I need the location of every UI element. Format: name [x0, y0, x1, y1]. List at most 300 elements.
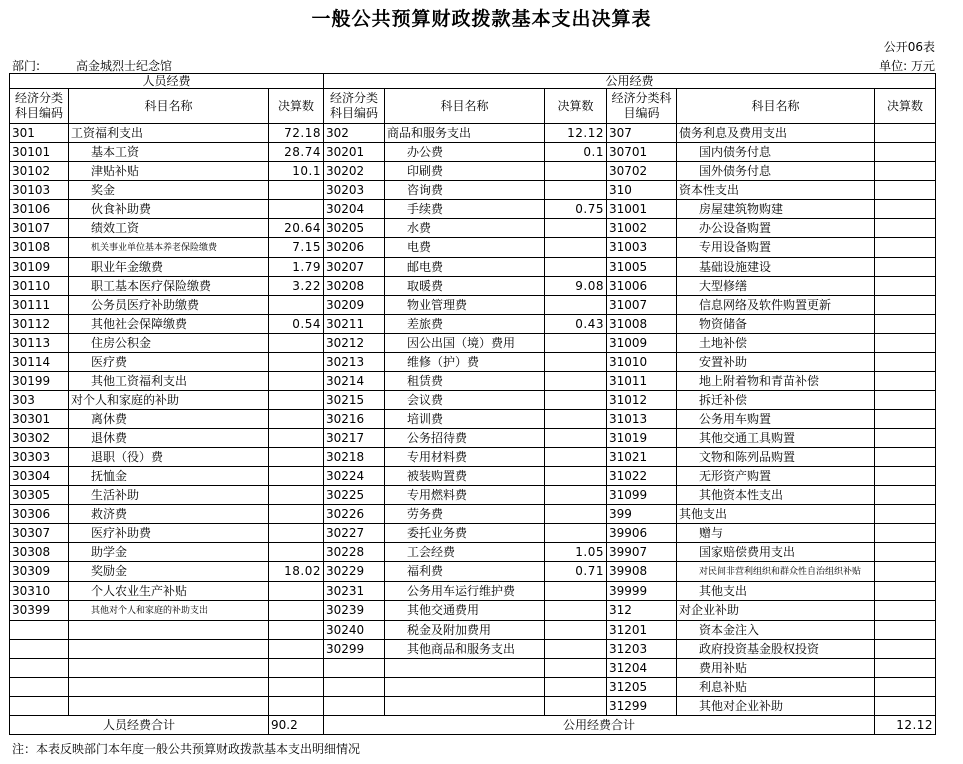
g-amount-cell	[545, 296, 607, 315]
o-code-cell: 31007	[607, 296, 677, 315]
p-amount-cell: 18.02	[269, 562, 324, 582]
o-amount-cell	[875, 505, 936, 524]
p-name-text: 生活补助	[91, 487, 140, 502]
o-name-cell	[677, 505, 875, 524]
g-amount-cell	[545, 486, 607, 505]
o-name-cell	[677, 621, 875, 640]
p-code-cell: 30310	[10, 582, 69, 601]
o-code-cell: 31009	[607, 334, 677, 353]
o-code-cell: 31001	[607, 200, 677, 219]
p-amount-cell	[269, 678, 324, 697]
p-amount-cell	[269, 296, 324, 315]
g-name-cell	[385, 277, 545, 296]
p-name-text: 公务员医疗补助缴费	[91, 297, 200, 312]
g-code-cell: 30229	[324, 562, 385, 582]
o-amount-cell	[875, 678, 936, 697]
p-name-text: 伙食补助费	[91, 201, 152, 216]
p-code-cell: 30102	[10, 162, 69, 181]
g-amount-cell: 0.71	[545, 562, 607, 582]
table-row	[10, 391, 936, 410]
p-name-cell	[69, 200, 269, 219]
table-row	[10, 410, 936, 429]
g-name-cell	[385, 467, 545, 486]
table-row	[10, 562, 936, 582]
g-name-cell	[385, 448, 545, 467]
g-amount-cell	[545, 640, 607, 659]
p-amount-cell	[269, 621, 324, 640]
g-amount-cell: 12.12	[545, 124, 607, 143]
table-row	[10, 181, 936, 200]
g-name-cell	[385, 543, 545, 562]
table-row	[10, 659, 936, 678]
g-name-text: 税金及附加费用	[407, 622, 492, 637]
personnel-total-value: 90.2	[269, 716, 324, 735]
o-name-cell	[677, 448, 875, 467]
p-amount-cell: 7.15	[269, 238, 324, 258]
p-name-cell	[69, 505, 269, 524]
p-amount-cell	[269, 410, 324, 429]
g-name-text: 专用燃料费	[407, 487, 468, 502]
g-amount-cell	[545, 334, 607, 353]
o-amount-cell	[875, 582, 936, 601]
p-name-cell	[69, 524, 269, 543]
o-name-cell	[677, 582, 875, 601]
table-row	[10, 524, 936, 543]
p-name-text: 个人农业生产补贴	[91, 583, 188, 598]
g-name-cell	[385, 372, 545, 391]
p-name-cell	[69, 486, 269, 505]
o-name-cell	[677, 562, 875, 582]
p-code-cell: 30308	[10, 543, 69, 562]
p-name-text: 其他工资福利支出	[91, 373, 188, 388]
g-code-cell: 30209	[324, 296, 385, 315]
g-name-cell	[385, 181, 545, 200]
o-code-cell: 31021	[607, 448, 677, 467]
o-name-text: 专用设备购置	[699, 240, 772, 254]
p-code-cell: 30305	[10, 486, 69, 505]
table-row	[10, 143, 936, 162]
header-amount: 决算数	[269, 89, 324, 124]
g-name-text: 福利费	[407, 564, 444, 578]
g-amount-cell	[545, 391, 607, 410]
group-header-row	[10, 74, 936, 89]
o-name-cell	[677, 391, 875, 410]
g-name-text: 水费	[407, 220, 432, 235]
p-name-text: 医疗补助费	[91, 525, 152, 540]
o-name-text: 赠与	[699, 525, 724, 540]
g-name-cell	[385, 678, 545, 697]
o-code-cell: 31099	[607, 486, 677, 505]
o-name-cell	[677, 410, 875, 429]
o-name-cell	[677, 372, 875, 391]
g-name-text: 培训费	[407, 411, 444, 426]
o-code-cell: 31003	[607, 238, 677, 258]
p-name-text: 职工基本医疗保险缴费	[91, 278, 212, 293]
p-name-cell	[69, 143, 269, 162]
p-name-text: 抚恤金	[91, 468, 128, 483]
g-name-cell	[385, 429, 545, 448]
o-amount-cell	[875, 296, 936, 315]
g-name-text: 咨询费	[407, 182, 444, 197]
report-title: 一般公共预算财政拨款基本支出决算表	[311, 8, 652, 30]
g-code-cell: 302	[324, 124, 385, 143]
p-name-cell	[69, 219, 269, 238]
p-name-cell	[69, 353, 269, 372]
o-name-text: 其他支出	[699, 583, 748, 598]
o-name-cell	[677, 524, 875, 543]
g-name-cell	[385, 258, 545, 277]
o-name-cell	[677, 678, 875, 697]
o-name-text: 债务利息及费用支出	[679, 125, 788, 140]
p-name-cell	[69, 124, 269, 143]
table-row	[10, 505, 936, 524]
table-row	[10, 296, 936, 315]
g-name-text: 工会经费	[407, 544, 456, 559]
footnote: 注：本表反映部门本年度一般公共预算财政拨款基本支出明细情况	[12, 742, 361, 756]
table-row	[10, 467, 936, 486]
p-name-cell	[69, 315, 269, 334]
p-name-cell	[69, 334, 269, 353]
o-amount-cell	[875, 315, 936, 334]
p-code-cell	[10, 697, 69, 716]
p-name-cell	[69, 429, 269, 448]
p-code-cell: 30106	[10, 200, 69, 219]
header-code: 经济分类科目编码	[10, 89, 69, 124]
p-name-cell	[69, 162, 269, 181]
p-code-cell: 30303	[10, 448, 69, 467]
p-name-cell	[69, 582, 269, 601]
o-code-cell: 39907	[607, 543, 677, 562]
o-code-cell: 31008	[607, 315, 677, 334]
g-name-text: 公务用车运行维护费	[407, 583, 516, 598]
g-amount-cell	[545, 429, 607, 448]
o-name-text: 大型修缮	[699, 278, 748, 293]
p-amount-cell	[269, 372, 324, 391]
p-amount-cell: 28.74	[269, 143, 324, 162]
g-name-text: 电费	[407, 240, 432, 254]
table-row	[10, 448, 936, 467]
expenditure-table	[9, 73, 936, 735]
p-code-cell: 30101	[10, 143, 69, 162]
p-name-text: 职业年金缴费	[91, 259, 164, 274]
o-name-cell	[677, 429, 875, 448]
o-name-cell	[677, 200, 875, 219]
g-amount-cell: 9.08	[545, 277, 607, 296]
g-name-text: 邮电费	[407, 259, 444, 274]
p-name-cell	[69, 296, 269, 315]
g-name-text: 商品和服务支出	[387, 125, 472, 140]
p-amount-cell: 1.79	[269, 258, 324, 277]
o-amount-cell	[875, 486, 936, 505]
p-code-cell	[10, 640, 69, 659]
o-code-cell: 31011	[607, 372, 677, 391]
o-name-cell	[677, 296, 875, 315]
g-code-cell: 30225	[324, 486, 385, 505]
unit-label: 单位: 万元	[879, 59, 935, 73]
g-code-cell: 30299	[324, 640, 385, 659]
g-code-cell: 30212	[324, 334, 385, 353]
o-name-cell	[677, 353, 875, 372]
o-code-cell: 39908	[607, 562, 677, 582]
g-amount-cell	[545, 162, 607, 181]
p-code-cell: 30199	[10, 372, 69, 391]
p-name-text: 医疗费	[91, 354, 128, 369]
o-name-text: 政府投资基金股权投资	[699, 641, 820, 656]
o-name-cell	[677, 543, 875, 562]
p-name-cell	[69, 601, 269, 621]
g-name-text: 因公出国（境）费用	[407, 335, 516, 350]
header-name: 科目名称	[69, 89, 269, 124]
table-row	[10, 601, 936, 621]
o-name-text: 资本性支出	[679, 182, 740, 197]
o-name-cell	[677, 659, 875, 678]
g-name-cell	[385, 621, 545, 640]
o-name-text: 国内债务付息	[699, 144, 772, 159]
o-name-text: 办公设备购置	[699, 220, 772, 235]
o-name-text: 对企业补助	[679, 603, 740, 617]
o-code-cell: 39999	[607, 582, 677, 601]
o-amount-cell	[875, 562, 936, 582]
p-code-cell: 30309	[10, 562, 69, 582]
p-name-text: 离休费	[91, 411, 128, 426]
p-name-cell	[69, 181, 269, 200]
g-code-cell: 30224	[324, 467, 385, 486]
header-code: 经济分类科目编码	[607, 89, 677, 124]
g-code-cell: 30240	[324, 621, 385, 640]
o-code-cell: 31005	[607, 258, 677, 277]
p-name-text: 其他社会保障缴费	[91, 316, 188, 331]
p-name-cell	[69, 258, 269, 277]
o-code-cell: 31006	[607, 277, 677, 296]
o-amount-cell	[875, 238, 936, 258]
p-code-cell: 30109	[10, 258, 69, 277]
personnel-total-label: 人员经费合计	[10, 716, 269, 735]
table-row	[10, 697, 936, 716]
g-amount-cell	[545, 697, 607, 716]
p-amount-cell: 20.64	[269, 219, 324, 238]
table-row	[10, 582, 936, 601]
o-code-cell: 31204	[607, 659, 677, 678]
o-amount-cell	[875, 448, 936, 467]
g-amount-cell: 0.43	[545, 315, 607, 334]
p-name-text: 津贴补贴	[91, 163, 140, 178]
o-code-cell: 31013	[607, 410, 677, 429]
o-code-cell: 31205	[607, 678, 677, 697]
column-header-row	[10, 89, 936, 124]
o-amount-cell	[875, 524, 936, 543]
p-name-text: 机关事业单位基本养老保险缴费	[91, 243, 218, 253]
p-name-text: 奖励金	[91, 564, 128, 578]
g-amount-cell	[545, 467, 607, 486]
g-name-cell	[385, 296, 545, 315]
o-amount-cell	[875, 200, 936, 219]
o-name-text: 其他交通工具购置	[699, 430, 796, 445]
header-amount: 决算数	[875, 89, 936, 124]
o-code-cell: 39906	[607, 524, 677, 543]
p-name-cell	[69, 448, 269, 467]
g-code-cell: 30206	[324, 238, 385, 258]
table-row	[10, 219, 936, 238]
group-personnel: 人员经费	[10, 74, 324, 89]
g-name-text: 取暖费	[407, 278, 444, 293]
o-name-text: 拆迁补偿	[699, 392, 748, 407]
o-code-cell: 31203	[607, 640, 677, 659]
g-code-cell	[324, 678, 385, 697]
o-amount-cell	[875, 143, 936, 162]
o-amount-cell	[875, 429, 936, 448]
g-code-cell: 30213	[324, 353, 385, 372]
g-name-text: 印刷费	[407, 163, 444, 178]
g-name-text: 租赁费	[407, 373, 444, 388]
g-name-cell	[385, 124, 545, 143]
g-amount-cell	[545, 621, 607, 640]
table-row	[10, 238, 936, 258]
p-amount-cell	[269, 467, 324, 486]
p-name-text: 住房公积金	[91, 335, 152, 350]
o-code-cell: 310	[607, 181, 677, 200]
p-code-cell: 30399	[10, 601, 69, 621]
o-amount-cell	[875, 659, 936, 678]
p-amount-cell	[269, 601, 324, 621]
g-name-cell	[385, 391, 545, 410]
p-amount-cell: 10.1	[269, 162, 324, 181]
g-name-cell	[385, 640, 545, 659]
p-amount-cell	[269, 334, 324, 353]
g-name-cell	[385, 659, 545, 678]
g-name-cell	[385, 162, 545, 181]
p-name-cell	[69, 543, 269, 562]
o-name-cell	[677, 486, 875, 505]
p-name-cell	[69, 659, 269, 678]
o-code-cell: 307	[607, 124, 677, 143]
p-amount-cell	[269, 200, 324, 219]
o-name-text: 文物和陈列品购置	[699, 449, 796, 464]
g-amount-cell	[545, 659, 607, 678]
g-amount-cell	[545, 524, 607, 543]
p-amount-cell	[269, 429, 324, 448]
o-name-text: 物资储备	[699, 316, 748, 331]
p-amount-cell	[269, 505, 324, 524]
o-name-text: 土地补偿	[699, 335, 748, 350]
g-name-text: 其他交通费用	[407, 603, 480, 617]
o-amount-cell	[875, 181, 936, 200]
g-code-cell	[324, 659, 385, 678]
o-code-cell: 31201	[607, 621, 677, 640]
g-name-cell	[385, 582, 545, 601]
o-name-text: 公务用车购置	[699, 411, 772, 426]
p-code-cell: 30306	[10, 505, 69, 524]
table-row	[10, 543, 936, 562]
p-name-cell	[69, 640, 269, 659]
p-amount-cell	[269, 524, 324, 543]
o-name-cell	[677, 467, 875, 486]
p-name-text: 奖金	[91, 182, 116, 197]
o-name-text: 其他资本性支出	[699, 487, 784, 502]
g-name-text: 差旅费	[407, 316, 444, 331]
g-name-cell	[385, 353, 545, 372]
table-row	[10, 124, 936, 143]
o-name-text: 国外债务付息	[699, 163, 772, 178]
p-name-cell	[69, 697, 269, 716]
o-name-cell	[677, 258, 875, 277]
g-name-cell	[385, 524, 545, 543]
o-name-text: 无形资产购置	[699, 468, 772, 483]
public-total-value: 12.12	[875, 716, 936, 735]
department-label: 部门:	[12, 59, 41, 73]
o-name-text: 信息网络及软件购置更新	[699, 297, 832, 312]
g-code-cell: 30226	[324, 505, 385, 524]
table-row	[10, 429, 936, 448]
p-name-text: 退职（役）费	[91, 449, 164, 464]
o-name-text: 国家赔偿费用支出	[699, 544, 796, 559]
o-amount-cell	[875, 353, 936, 372]
p-name-cell	[69, 678, 269, 697]
p-amount-cell	[269, 543, 324, 562]
p-code-cell: 30302	[10, 429, 69, 448]
g-name-cell	[385, 486, 545, 505]
table-row	[10, 162, 936, 181]
g-code-cell: 30218	[324, 448, 385, 467]
g-amount-cell: 0.75	[545, 200, 607, 219]
o-code-cell: 30701	[607, 143, 677, 162]
o-name-cell	[677, 277, 875, 296]
p-name-text: 其他对个人和家庭的补助支出	[91, 606, 209, 616]
public-total-label: 公用经费合计	[324, 716, 875, 735]
g-code-cell: 30207	[324, 258, 385, 277]
g-name-cell	[385, 200, 545, 219]
p-code-cell	[10, 659, 69, 678]
header-amount: 决算数	[545, 89, 607, 124]
table-row	[10, 372, 936, 391]
p-name-text: 救济费	[91, 506, 128, 521]
p-name-cell	[69, 277, 269, 296]
o-code-cell: 31299	[607, 697, 677, 716]
o-amount-cell	[875, 697, 936, 716]
g-code-cell: 30201	[324, 143, 385, 162]
g-code-cell: 30227	[324, 524, 385, 543]
g-name-cell	[385, 334, 545, 353]
g-code-cell: 30202	[324, 162, 385, 181]
o-amount-cell	[875, 621, 936, 640]
g-code-cell: 30208	[324, 277, 385, 296]
totals-row	[10, 716, 936, 735]
p-name-text: 绩效工资	[91, 220, 140, 235]
p-code-cell: 30113	[10, 334, 69, 353]
g-name-text: 委托业务费	[407, 525, 468, 540]
p-name-cell	[69, 467, 269, 486]
o-name-cell	[677, 181, 875, 200]
o-code-cell: 312	[607, 601, 677, 621]
header-name: 科目名称	[677, 89, 875, 124]
header-name: 科目名称	[385, 89, 545, 124]
g-name-cell	[385, 410, 545, 429]
p-name-text: 助学金	[91, 544, 128, 559]
table-row	[10, 315, 936, 334]
table-row	[10, 334, 936, 353]
g-code-cell: 30231	[324, 582, 385, 601]
g-amount-cell	[545, 372, 607, 391]
g-name-cell	[385, 562, 545, 582]
o-code-cell: 31012	[607, 391, 677, 410]
o-name-cell	[677, 640, 875, 659]
o-name-text: 费用补贴	[699, 660, 748, 675]
o-name-text: 其他对企业补助	[699, 698, 784, 713]
o-code-cell: 31010	[607, 353, 677, 372]
o-code-cell: 30702	[607, 162, 677, 181]
o-amount-cell	[875, 543, 936, 562]
p-amount-cell	[269, 659, 324, 678]
o-amount-cell	[875, 124, 936, 143]
